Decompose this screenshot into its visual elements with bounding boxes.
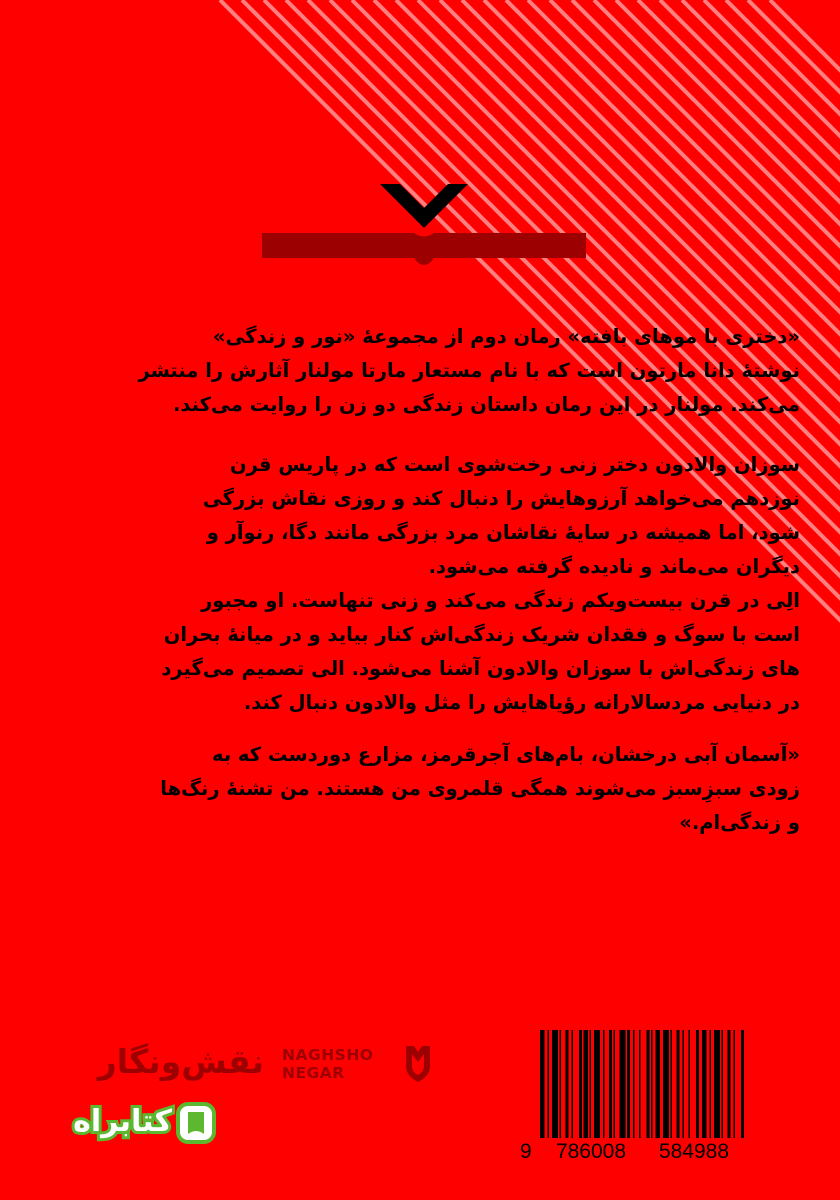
barcode-bar (590, 1030, 592, 1138)
barcode-bar (741, 1030, 744, 1138)
barcode-bar (647, 1030, 650, 1138)
story-line: های زندگی‌اش با سوزان والادون آشنا می‌شود. الی تصمیم می‌گیرد (161, 657, 800, 680)
barcode-bar (552, 1030, 558, 1138)
story-line: نوزدهم می‌خواهد آرزوهایش را دنبال کند و روزی نقاش بزرگی (202, 487, 800, 510)
quote-line: «آسمان آبی درخشان، بام‌های آجرقرمز، مزارع دوردست که به (212, 743, 800, 766)
barcode-bar (609, 1030, 612, 1138)
barcode-bar (656, 1030, 661, 1138)
isbn-digit-group1: 786008 (555, 1140, 627, 1163)
publisher-logo-persian: نقش‌ونگار (97, 1042, 264, 1081)
story-paragraph (120, 448, 800, 720)
publisher-name-line1: NAGHSHO (282, 1046, 374, 1064)
isbn-digit-group2: 584988 (658, 1140, 730, 1163)
barcode-bar (663, 1030, 669, 1138)
quote-line: زودی سبزِسبز می‌شوند همگی قلمروی من هستند. من تشنهٔ رنگ‌ها (160, 777, 800, 800)
barcode-bar (671, 1030, 673, 1138)
story-line: سوزان والادون دختر زنی رخت‌شوی است که در پاریس قرن (230, 453, 800, 476)
isbn-digits (520, 1140, 746, 1164)
chevron-book-icon (0, 0, 840, 300)
barcode-bar (639, 1030, 641, 1138)
barcode-bar (722, 1030, 724, 1138)
barcode-bar (696, 1030, 699, 1138)
barcode-bar (689, 1030, 691, 1138)
barcode-bar (702, 1030, 707, 1138)
barcode-bar (710, 1030, 712, 1138)
publisher-mark-icon (402, 1040, 434, 1084)
barcode-bar (540, 1030, 545, 1138)
quote-line: و زندگی‌ام.» (679, 811, 800, 834)
ketabrah-badge (24, 1090, 214, 1170)
barcode-bar (603, 1030, 605, 1138)
barcode-bar (548, 1030, 550, 1138)
barcode-bar (683, 1030, 685, 1138)
barcode-bar (734, 1030, 736, 1138)
story-line: در دنیایی مردسالارانه رؤیاهایش را مثل والادون دنبال کند. (243, 691, 800, 714)
intro-line: «دختری با موهای بافته» رمان دوم از مجموعهٔ «نور و زندگی» (212, 325, 800, 348)
barcode-bar (614, 1030, 616, 1138)
ketabrah-label: کتابراه (73, 1104, 172, 1139)
story-line: دیگران می‌ماند و نادیده گرفته می‌شود. (428, 555, 800, 578)
publisher-name-line2: NEGAR (282, 1064, 345, 1082)
isbn-digit-first: 9 (520, 1140, 532, 1163)
barcode-bar (584, 1030, 589, 1138)
story-line: است با سوگ و فقدان شریک زندگی‌اش کنار بیاید و در میانهٔ بحران (163, 623, 800, 646)
quote-paragraph (120, 738, 800, 840)
barcode-bar (579, 1030, 582, 1138)
intro-line: نوشتهٔ دانا مارتون است که با نام مستعار مارتا مولنار آثارش را منتشر (138, 359, 800, 382)
barcode-bar (594, 1030, 600, 1138)
barcode-bar (560, 1030, 562, 1138)
barcode-bar (620, 1030, 626, 1138)
barcode-bar (572, 1030, 574, 1138)
intro-line: می‌کند. مولنار در این رمان داستان زندگی دو زن را روایت می‌کند. (173, 393, 800, 416)
barcode-bar (627, 1030, 630, 1138)
barcode-bar (677, 1030, 680, 1138)
intro-paragraph (120, 320, 800, 422)
publisher-logo-english (282, 1046, 373, 1082)
ketabrah-book-icon (176, 1102, 216, 1144)
story-line: الِی در قرن بیست‌ویکم زندگی می‌کند و زنی تنهاست. او مجبور (201, 589, 800, 612)
barcode-bar (714, 1030, 720, 1138)
barcode-bar (651, 1030, 653, 1138)
barcode-bar (566, 1030, 569, 1138)
story-line: شود، اما همیشه در سایهٔ نقاشان مرد بزرگی مانند دگا، رنوآر و (206, 521, 800, 544)
barcode-bar (633, 1030, 635, 1138)
barcode-bar (728, 1030, 731, 1138)
